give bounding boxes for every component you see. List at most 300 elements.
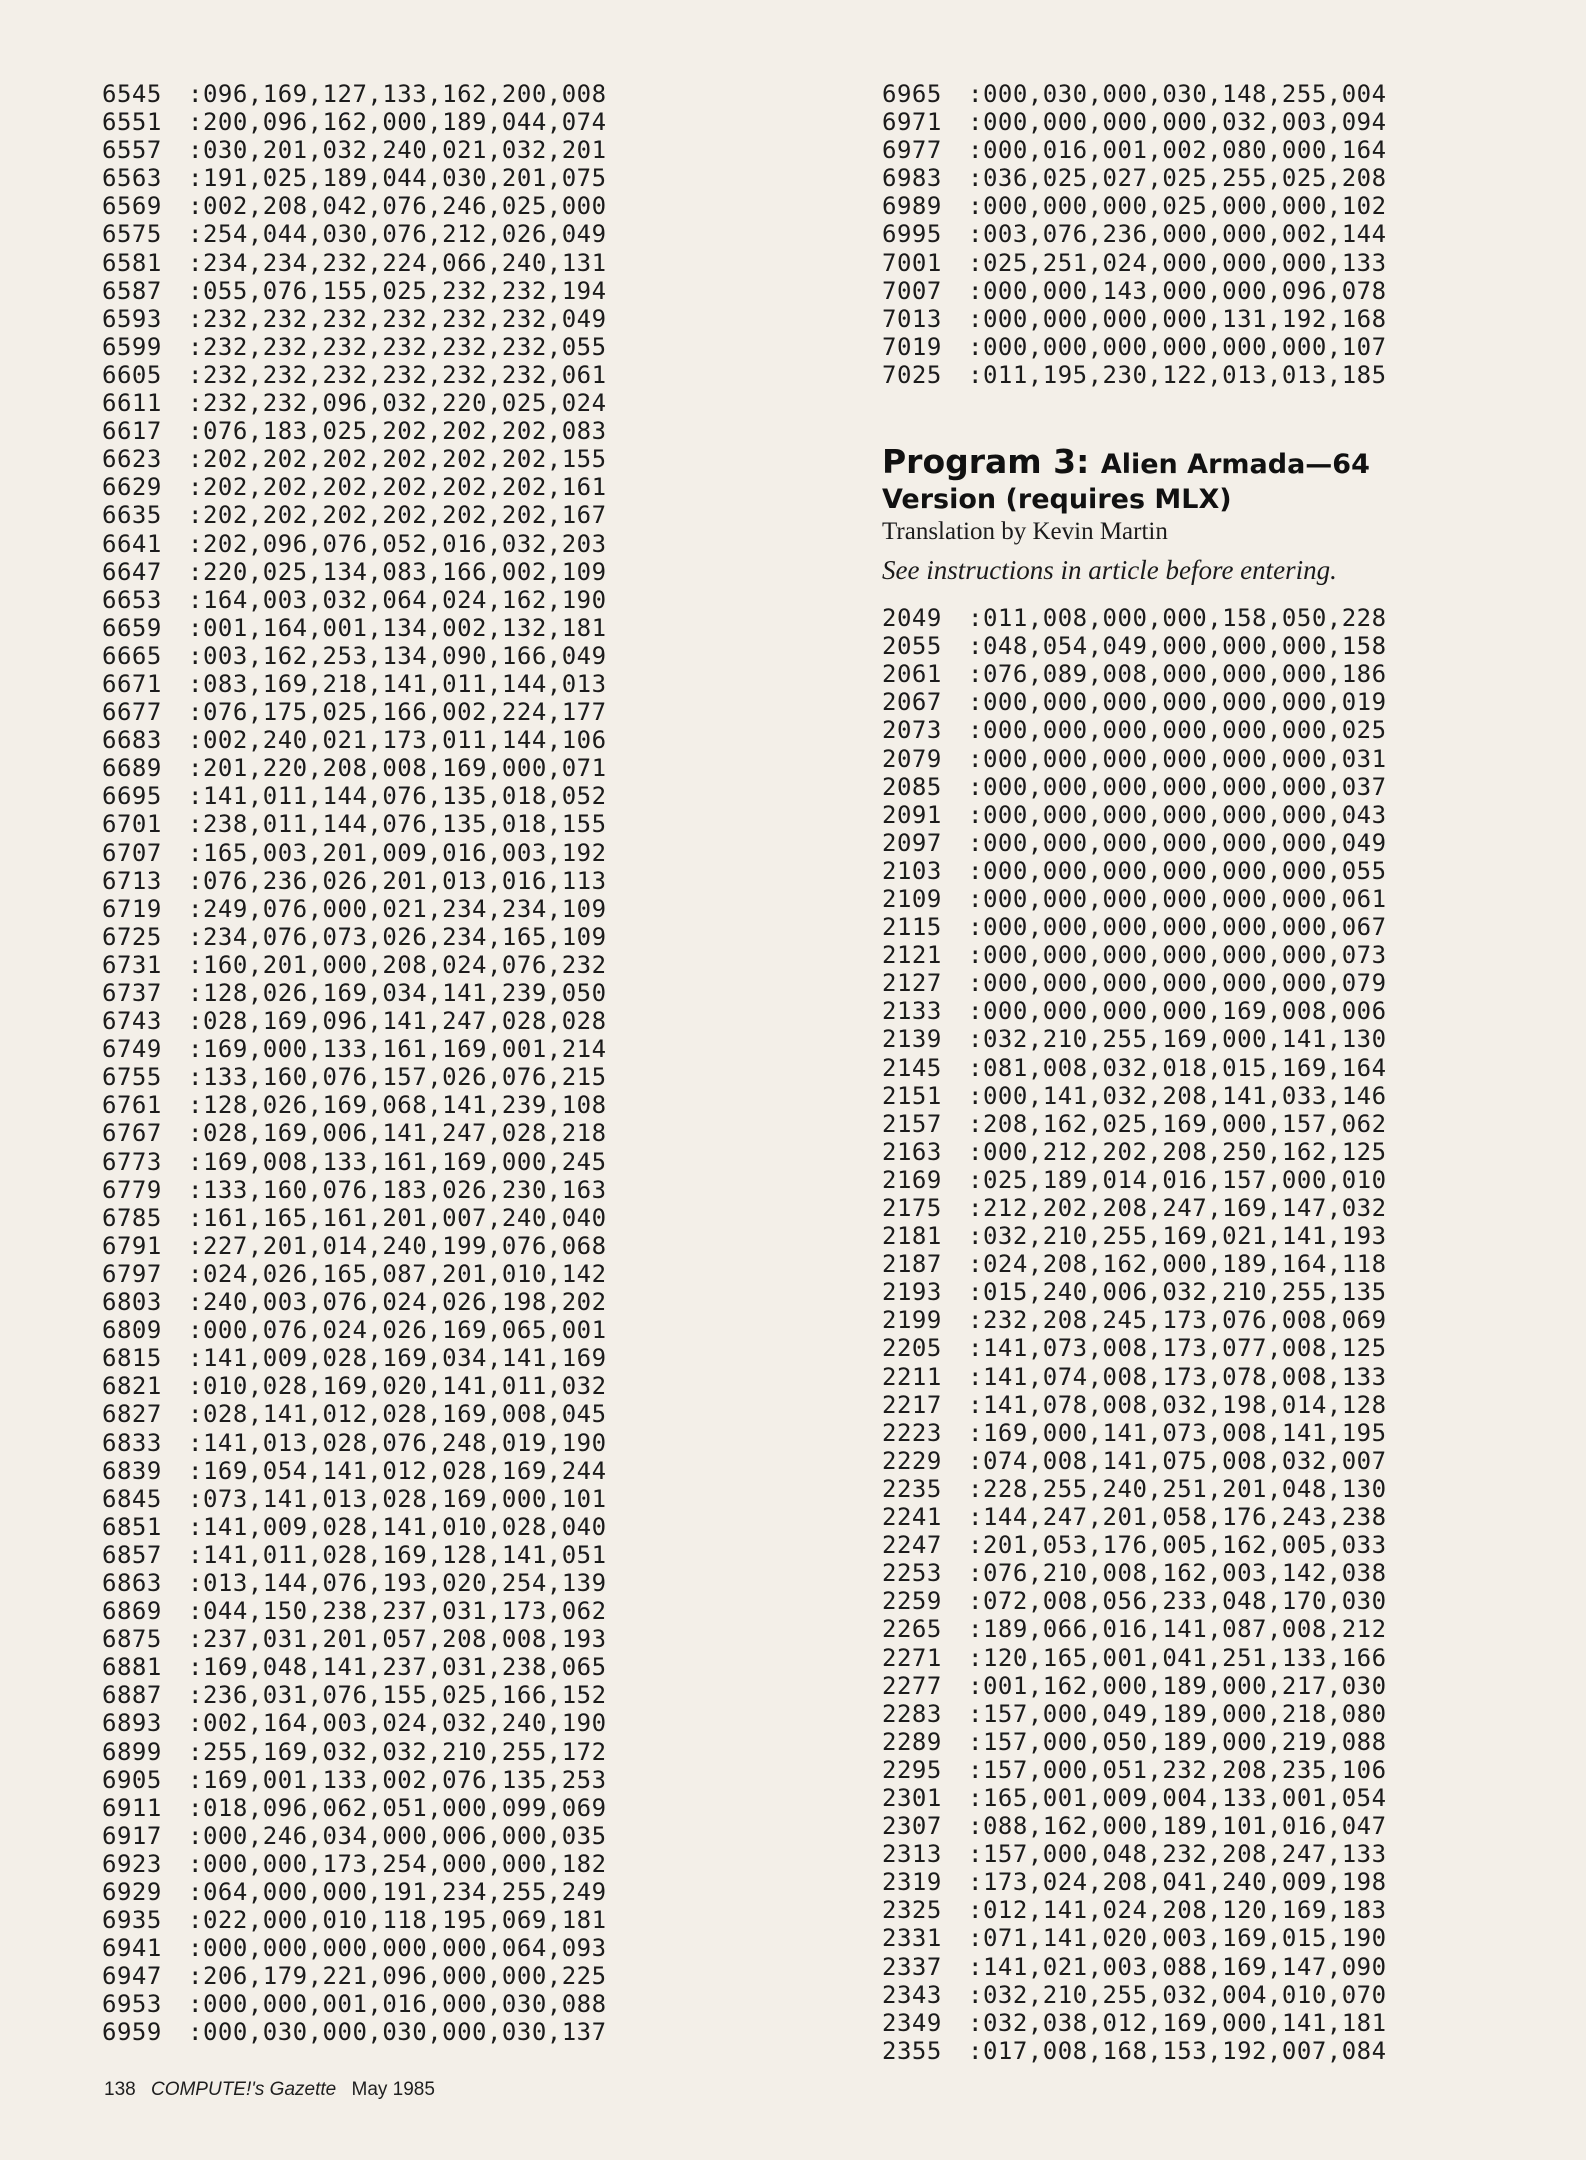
line-number: 2229 [882, 1446, 942, 1475]
line-data: :169,048,141,237,031,238,065 [188, 1653, 607, 1682]
code-line [102, 1457, 607, 1485]
code-line [102, 1035, 607, 1063]
line-number: 2277 [882, 1671, 942, 1700]
line-data: :000,000,000,000,032,003,094 [968, 108, 1387, 137]
line-data: :141,021,003,088,169,147,090 [968, 1952, 1387, 1981]
line-data: :036,025,027,025,255,025,208 [968, 164, 1387, 193]
line-number: 6761 [102, 1091, 162, 1120]
line-number: 6911 [102, 1793, 162, 1822]
line-data: :083,169,218,141,011,144,013 [188, 669, 607, 698]
line-number: 2319 [882, 1868, 942, 1897]
code-line [102, 951, 607, 979]
line-number: 6785 [102, 1203, 162, 1232]
code-line [882, 857, 1387, 885]
line-data: :010,028,169,020,141,011,032 [188, 1372, 607, 1401]
line-data: :141,011,144,076,135,018,052 [188, 782, 607, 811]
line-number: 2217 [882, 1390, 942, 1419]
line-number: 6935 [102, 1906, 162, 1935]
line-number: 6881 [102, 1653, 162, 1682]
line-data: :028,169,096,141,247,028,028 [188, 1007, 607, 1036]
line-number: 6839 [102, 1456, 162, 1485]
code-line [102, 1119, 607, 1147]
line-data: :044,150,238,237,031,173,062 [188, 1597, 607, 1626]
code-line [102, 1344, 607, 1372]
line-number: 2163 [882, 1137, 942, 1166]
code-line [102, 839, 607, 867]
line-number: 6599 [102, 332, 162, 361]
line-number: 2205 [882, 1334, 942, 1363]
line-data: :015,240,006,032,210,255,135 [968, 1278, 1387, 1307]
code-line [882, 1981, 1387, 2009]
code-line [102, 867, 607, 895]
line-data: :000,000,000,000,000,000,031 [968, 744, 1387, 773]
line-number: 6815 [102, 1344, 162, 1373]
code-line [102, 501, 607, 529]
code-line [102, 1400, 607, 1428]
line-number: 6971 [882, 108, 942, 137]
line-data: :011,195,230,122,013,013,185 [968, 360, 1387, 389]
code-line [102, 642, 607, 670]
line-number: 6659 [102, 613, 162, 642]
line-number: 2091 [882, 800, 942, 829]
code-line [882, 885, 1387, 913]
line-data: :169,000,141,073,008,141,195 [968, 1418, 1387, 1447]
line-number: 6653 [102, 585, 162, 614]
code-line [102, 1232, 607, 1260]
line-data: :164,003,032,064,024,162,190 [188, 585, 607, 614]
code-line [102, 333, 607, 361]
program-title-name: Alien Armada—64 [1100, 449, 1370, 481]
line-number: 6803 [102, 1288, 162, 1317]
line-data: :141,009,028,169,034,141,169 [188, 1344, 607, 1373]
line-data: :249,076,000,021,234,234,109 [188, 894, 607, 923]
line-data: :202,202,202,202,202,202,167 [188, 501, 607, 530]
code-line [102, 1148, 607, 1176]
code-line [102, 895, 607, 923]
line-data: :048,054,049,000,000,000,158 [968, 632, 1387, 661]
code-line [882, 108, 1387, 136]
line-number: 6809 [102, 1316, 162, 1345]
line-data: :000,000,000,000,000,000,025 [968, 716, 1387, 745]
code-line [882, 1447, 1387, 1475]
line-number: 6629 [102, 473, 162, 502]
code-line [102, 1260, 607, 1288]
code-line [102, 277, 607, 305]
line-data: :000,076,024,026,169,065,001 [188, 1316, 607, 1345]
line-number: 2109 [882, 884, 942, 913]
line-data: :000,000,000,000,000,000,067 [968, 913, 1387, 942]
line-number: 2325 [882, 1896, 942, 1925]
line-number: 6587 [102, 276, 162, 305]
line-data: :200,096,162,000,189,044,074 [188, 108, 607, 137]
code-line [882, 1166, 1387, 1194]
line-data: :002,240,021,173,011,144,106 [188, 726, 607, 755]
line-data: :000,000,000,000,000,000,073 [968, 941, 1387, 970]
line-data: :133,160,076,157,026,076,215 [188, 1063, 607, 1092]
code-line [102, 220, 607, 248]
line-data: :032,038,012,169,000,141,181 [968, 2008, 1387, 2037]
line-data: :000,000,000,000,000,064,093 [188, 1934, 607, 1963]
code-line [102, 726, 607, 754]
line-data: :157,000,050,189,000,219,088 [968, 1727, 1387, 1756]
code-line [102, 1653, 607, 1681]
line-number: 2199 [882, 1306, 942, 1335]
line-number: 6719 [102, 894, 162, 923]
code-line [882, 1110, 1387, 1138]
line-number: 6623 [102, 445, 162, 474]
line-number: 6773 [102, 1147, 162, 1176]
line-data: :141,073,008,173,077,008,125 [968, 1334, 1387, 1363]
line-data: :000,000,000,000,000,000,061 [968, 884, 1387, 913]
line-number: 6557 [102, 136, 162, 165]
line-number: 6965 [882, 80, 942, 108]
line-data: :202,202,202,202,202,202,161 [188, 473, 607, 502]
code-line [102, 1316, 607, 1344]
code-line [882, 1363, 1387, 1391]
line-data: :165,001,009,004,133,001,054 [968, 1783, 1387, 1812]
line-data: :232,232,232,232,232,232,061 [188, 360, 607, 389]
code-line [102, 1513, 607, 1541]
code-line [882, 1587, 1387, 1615]
code-line [882, 773, 1387, 801]
line-number: 6875 [102, 1625, 162, 1654]
line-number: 6797 [102, 1259, 162, 1288]
code-line [102, 1709, 607, 1737]
line-data: :000,000,000,000,000,000,037 [968, 772, 1387, 801]
code-line [102, 1204, 607, 1232]
code-line [882, 1953, 1387, 1981]
publication-name: COMPUTE!'s Gazette [150, 2079, 337, 2100]
line-data: :073,141,013,028,169,000,101 [188, 1484, 607, 1513]
line-number: 6647 [102, 557, 162, 586]
line-number: 6635 [102, 501, 162, 530]
line-number: 2211 [882, 1362, 942, 1391]
code-line [882, 249, 1387, 277]
code-line [882, 1419, 1387, 1447]
line-data: :002,208,042,076,246,025,000 [188, 192, 607, 221]
line-number: 6575 [102, 220, 162, 249]
line-data: :227,201,014,240,199,076,068 [188, 1231, 607, 1260]
line-data: :133,160,076,183,026,230,163 [188, 1175, 607, 1204]
line-number: 2331 [882, 1924, 942, 1953]
code-line [102, 754, 607, 782]
code-line [102, 1063, 607, 1091]
code-line [882, 660, 1387, 688]
code-line [882, 1784, 1387, 1812]
line-number: 2073 [882, 716, 942, 745]
line-data: :032,210,255,032,004,010,070 [968, 1980, 1387, 2009]
line-number: 6545 [102, 80, 162, 108]
line-data: :000,000,000,000,000,000,019 [968, 688, 1387, 717]
line-data: :255,169,032,032,210,255,172 [188, 1737, 607, 1766]
line-data: :169,054,141,012,028,169,244 [188, 1456, 607, 1485]
line-data: :071,141,020,003,169,015,190 [968, 1924, 1387, 1953]
line-data: :157,000,048,232,208,247,133 [968, 1840, 1387, 1869]
line-number: 2127 [882, 969, 942, 998]
line-number: 6905 [102, 1765, 162, 1794]
code-line [102, 389, 607, 417]
code-line [102, 1485, 607, 1513]
code-line [102, 1541, 607, 1569]
line-number: 2343 [882, 1980, 942, 2009]
line-number: 2265 [882, 1615, 942, 1644]
line-number: 6983 [882, 164, 942, 193]
code-line [102, 1681, 607, 1709]
line-data: :000,000,000,025,000,000,102 [968, 192, 1387, 221]
line-number: 7013 [882, 304, 942, 333]
line-number: 2301 [882, 1783, 942, 1812]
code-line [882, 1025, 1387, 1053]
code-line [102, 1990, 607, 2018]
code-line [882, 80, 1387, 108]
line-number: 6677 [102, 698, 162, 727]
code-line [102, 2018, 607, 2046]
code-line [882, 1700, 1387, 1728]
code-line [882, 997, 1387, 1025]
code-line [882, 1250, 1387, 1278]
code-line [882, 220, 1387, 248]
line-data: :076,175,025,166,002,224,177 [188, 698, 607, 727]
line-data: :024,026,165,087,201,010,142 [188, 1259, 607, 1288]
line-data: :000,000,000,000,000,000,079 [968, 969, 1387, 998]
line-number: 6887 [102, 1681, 162, 1710]
line-data: :001,164,001,134,002,132,181 [188, 613, 607, 642]
line-data: :032,210,255,169,021,141,193 [968, 1222, 1387, 1251]
line-data: :000,246,034,000,006,000,035 [188, 1821, 607, 1850]
code-line [882, 1082, 1387, 1110]
program-header [882, 443, 1387, 590]
line-data: :000,000,000,000,000,000,107 [968, 332, 1387, 361]
line-data: :001,162,000,189,000,217,030 [968, 1671, 1387, 1700]
line-number: 6989 [882, 192, 942, 221]
code-line [102, 1569, 607, 1597]
line-number: 7025 [882, 360, 942, 389]
line-number: 2241 [882, 1503, 942, 1532]
line-data: :032,210,255,169,000,141,130 [968, 1025, 1387, 1054]
code-line [882, 277, 1387, 305]
line-number: 2067 [882, 688, 942, 717]
code-line [102, 979, 607, 1007]
code-line [882, 1194, 1387, 1222]
code-line [882, 361, 1387, 389]
line-data: :074,008,141,075,008,032,007 [968, 1446, 1387, 1475]
line-data: :000,000,000,000,000,000,043 [968, 800, 1387, 829]
line-data: :202,096,076,052,016,032,203 [188, 529, 607, 558]
line-number: 6779 [102, 1175, 162, 1204]
line-data: :003,162,253,134,090,166,049 [188, 641, 607, 670]
line-data: :055,076,155,025,232,232,194 [188, 276, 607, 305]
line-number: 6851 [102, 1512, 162, 1541]
code-line [102, 1738, 607, 1766]
line-data: :013,144,076,193,020,254,139 [188, 1568, 607, 1597]
code-line [882, 604, 1387, 632]
line-number: 6929 [102, 1878, 162, 1906]
line-data: :191,025,189,044,030,201,075 [188, 164, 607, 193]
code-line [882, 1756, 1387, 1784]
line-data: :169,008,133,161,169,000,245 [188, 1147, 607, 1176]
line-number: 6917 [102, 1821, 162, 1850]
code-line [882, 1559, 1387, 1587]
line-data: :232,232,096,032,220,025,024 [188, 389, 607, 418]
line-number: 6731 [102, 950, 162, 979]
line-number: 2157 [882, 1109, 942, 1138]
code-line [102, 1878, 607, 1906]
line-data: :228,255,240,251,201,048,130 [968, 1474, 1387, 1503]
line-number: 6701 [102, 810, 162, 839]
line-number: 2289 [882, 1727, 942, 1756]
line-number: 6611 [102, 389, 162, 418]
line-data: :003,076,236,000,000,002,144 [968, 220, 1387, 249]
code-line [102, 1794, 607, 1822]
code-line [882, 1054, 1387, 1082]
line-number: 2169 [882, 1165, 942, 1194]
line-data: :208,162,025,169,000,157,062 [968, 1109, 1387, 1138]
code-line [102, 1850, 607, 1878]
line-data: :254,044,030,076,212,026,049 [188, 220, 607, 249]
line-data: :237,031,201,057,208,008,193 [188, 1625, 607, 1654]
line-number: 6845 [102, 1484, 162, 1513]
line-data: :030,201,032,240,021,032,201 [188, 136, 607, 165]
line-number: 2283 [882, 1699, 942, 1728]
line-data: :076,236,026,201,013,016,113 [188, 866, 607, 895]
program-title-line2: Version (requires MLX) [882, 484, 1232, 516]
line-data: :022,000,010,118,195,069,181 [188, 1906, 607, 1935]
line-data: :011,008,000,000,158,050,228 [968, 604, 1387, 633]
code-line [882, 1812, 1387, 1840]
line-number: 2235 [882, 1474, 942, 1503]
page-number: 138 [104, 2079, 136, 2100]
line-data: :141,013,028,076,248,019,190 [188, 1428, 607, 1457]
line-data: :064,000,000,191,234,255,249 [188, 1878, 607, 1906]
code-line [102, 670, 607, 698]
code-line [102, 445, 607, 473]
line-data: :232,232,232,232,232,232,055 [188, 332, 607, 361]
code-line [882, 1138, 1387, 1166]
line-data: :141,078,008,032,198,014,128 [968, 1390, 1387, 1419]
line-number: 6791 [102, 1231, 162, 1260]
code-line [102, 1934, 607, 1962]
line-data: :120,165,001,041,251,133,166 [968, 1643, 1387, 1672]
line-number: 6755 [102, 1063, 162, 1092]
line-data: :000,000,000,000,131,192,168 [968, 304, 1387, 333]
line-number: 6833 [102, 1428, 162, 1457]
code-line [102, 361, 607, 389]
line-data: :000,000,000,000,000,000,055 [968, 856, 1387, 885]
program-title-prefix: Program 3: [882, 442, 1090, 482]
line-data: :000,000,000,000,169,008,006 [968, 997, 1387, 1026]
line-number: 2049 [882, 604, 942, 633]
line-data: :028,141,012,028,169,008,045 [188, 1400, 607, 1429]
line-number: 2193 [882, 1278, 942, 1307]
line-data: :000,016,001,002,080,000,164 [968, 136, 1387, 165]
code-line [102, 136, 607, 164]
line-data: :141,009,028,141,010,028,040 [188, 1512, 607, 1541]
line-data: :000,030,000,030,148,255,004 [968, 80, 1387, 108]
line-number: 6923 [102, 1849, 162, 1878]
code-line [102, 558, 607, 586]
code-line [882, 829, 1387, 857]
line-data: :173,024,208,041,240,009,198 [968, 1868, 1387, 1897]
code-line [882, 1728, 1387, 1756]
code-line [882, 1868, 1387, 1896]
code-line [102, 1288, 607, 1316]
line-number: 6947 [102, 1962, 162, 1991]
line-number: 6563 [102, 164, 162, 193]
code-line [882, 688, 1387, 716]
line-data: :000,000,173,254,000,000,182 [188, 1849, 607, 1878]
line-number: 7007 [882, 276, 942, 305]
line-data: :232,232,232,232,232,232,049 [188, 304, 607, 333]
line-data: :234,076,073,026,234,165,109 [188, 922, 607, 951]
line-number: 2085 [882, 772, 942, 801]
program-title [882, 443, 1387, 484]
code-line [882, 2037, 1387, 2065]
line-number: 6959 [102, 2018, 162, 2047]
code-line [102, 1007, 607, 1035]
page-footer [104, 2079, 435, 2101]
line-data: :141,074,008,173,078,008,133 [968, 1362, 1387, 1391]
code-line [882, 1306, 1387, 1334]
line-number: 6551 [102, 108, 162, 137]
code-line [882, 1672, 1387, 1700]
line-data: :072,008,056,233,048,170,030 [968, 1587, 1387, 1616]
code-line [102, 80, 607, 108]
line-data: :240,003,076,024,026,198,202 [188, 1288, 607, 1317]
line-data: :076,183,025,202,202,202,083 [188, 417, 607, 446]
line-number: 2181 [882, 1222, 942, 1251]
program-credit: Translation by Kevin Martin [882, 518, 1168, 546]
line-number: 2103 [882, 856, 942, 885]
line-number: 6827 [102, 1400, 162, 1429]
line-number: 6689 [102, 754, 162, 783]
line-number: 2097 [882, 828, 942, 857]
line-number: 6977 [882, 136, 942, 165]
code-line [102, 923, 607, 951]
right-listing-column [882, 80, 1387, 2065]
line-data: :206,179,221,096,000,000,225 [188, 1962, 607, 1991]
code-line [102, 192, 607, 220]
line-data: :024,208,162,000,189,164,118 [968, 1250, 1387, 1279]
line-data: :144,247,201,058,176,243,238 [968, 1503, 1387, 1532]
line-number: 2055 [882, 632, 942, 661]
code-line [102, 810, 607, 838]
code-line [882, 913, 1387, 941]
code-line [102, 530, 607, 558]
line-data: :012,141,024,208,120,169,183 [968, 1896, 1387, 1925]
line-number: 6581 [102, 248, 162, 277]
line-data: :018,096,062,051,000,099,069 [188, 1793, 607, 1822]
line-number: 2259 [882, 1587, 942, 1616]
code-line [102, 1597, 607, 1625]
line-number: 6671 [102, 669, 162, 698]
line-data: :000,141,032,208,141,033,146 [968, 1081, 1387, 1110]
line-number: 6869 [102, 1597, 162, 1626]
code-line [102, 698, 607, 726]
line-data: :028,169,006,141,247,028,218 [188, 1119, 607, 1148]
line-data: :160,201,000,208,024,076,232 [188, 950, 607, 979]
code-line [102, 417, 607, 445]
code-line [882, 1644, 1387, 1672]
code-line [882, 333, 1387, 361]
line-number: 2307 [882, 1812, 942, 1841]
line-number: 2313 [882, 1840, 942, 1869]
line-number: 7019 [882, 332, 942, 361]
code-line [102, 1962, 607, 1990]
code-line [882, 1334, 1387, 1362]
line-data: :000,000,001,016,000,030,088 [188, 1990, 607, 2019]
line-data: :002,164,003,024,032,240,190 [188, 1709, 607, 1738]
line-data: :238,011,144,076,135,018,155 [188, 810, 607, 839]
